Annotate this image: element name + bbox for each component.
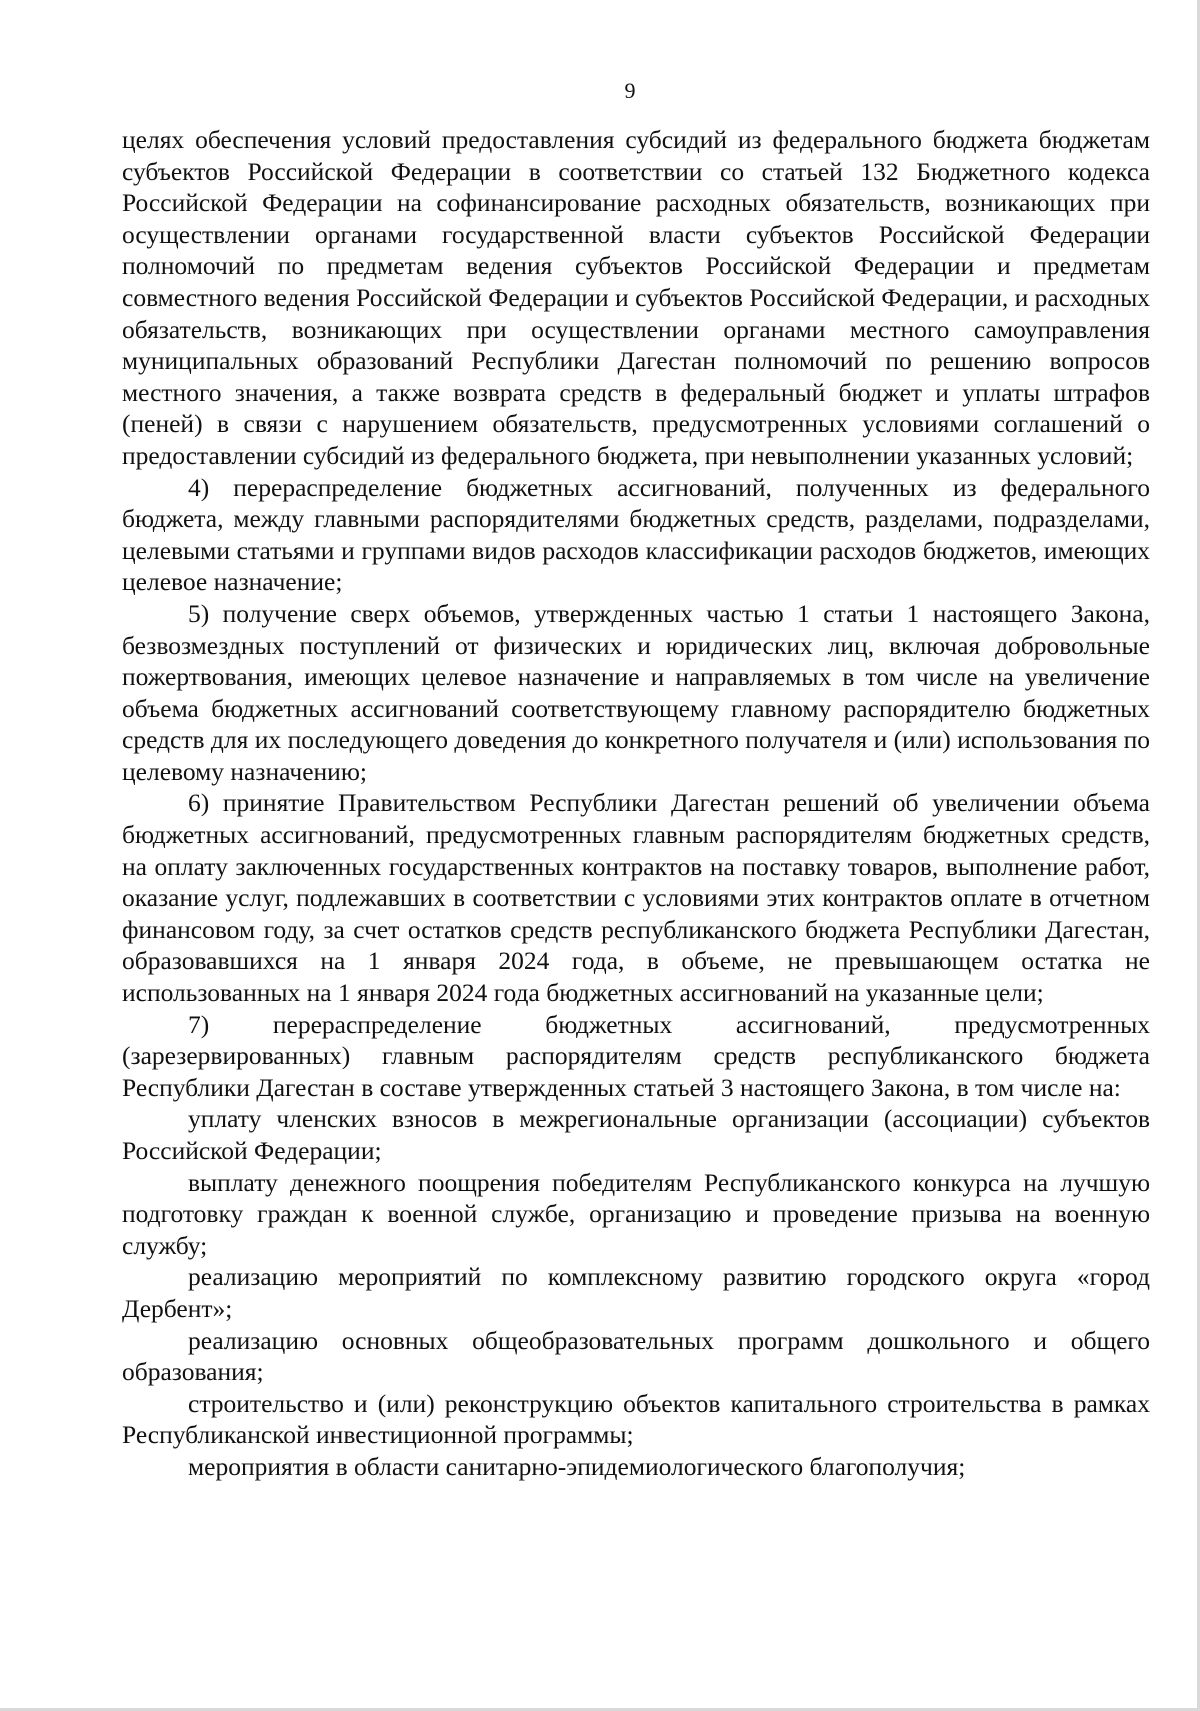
paragraph-item-6: 6) принятие Правительством Республики Дагестан решений об увеличении объема бюджетных ассигнований, предусмотренных главным распорядителям бюджетных средств, на оплату заключенных государственных контрактов на поставку товаров, выполнение работ, оказание услуг, подлежавших в соответствии с условиями этих контрактов оплате в отчетном финансовом году, за счет остатков средств республиканского бюджета Республики Дагестан, образовавшихся на 1 января 2024 года, в объеме, не превышающем остатка не использованных на 1 января 2024 года бюджетных ассигнований на указанные цели; xyxy=(122,788,1150,1008)
paragraph-subitem-capital-construction: строительство и (или) реконструкцию объектов капитального строительства в рамках Республиканской инвестиционной программы; xyxy=(122,1388,1150,1450)
paragraph-subitem-sanitary-welfare: мероприятия в области санитарно-эпидемиологического благополучия; xyxy=(188,1451,966,1481)
paragraph-continuation: целях обеспечения условий предоставления субсидий из федерального бюджета бюджетам субъектов Российской Федерации в соответствии со статьей 132 Бюджетного кодекса Российской Федерации на софинансирование расходных обязательств, возникающих при осуществлении органами государственной власти субъектов Российской Федерации полномочий по предметам ведения субъектов Российской Федерации и предметам совместного ведения Российской Федерации и субъектов Российской Федерации, и расходных обязательств, возникающих при осуществлении органами местного самоуправления муниципальных образований Республики Дагестан полномочий по решению вопросов местного значения, а также возврата средств в федеральный бюджет и уплаты штрафов (пеней) в связи с нарушением обязательств, предусмотренных условиями соглашений о предоставлении субсидий из федерального бюджета, при невыполнении указанных условий; xyxy=(122,125,1150,470)
paragraph-subitem-cash-reward: выплату денежного поощрения победителям Республиканского конкурса на лучшую подготовку граждан к военной службе, организацию и проведение призыва на военную службу; xyxy=(122,1167,1150,1260)
page-number: 9 xyxy=(624,78,636,103)
paragraph-subitem-derbent-development: реализацию мероприятий по комплексному развитию городского округа «город Дербент»; xyxy=(122,1262,1150,1323)
paragraph-item-5: 5) получение сверх объемов, утвержденных частью 1 статьи 1 настоящего Закона, безвозмездных поступлений от физических и юридических лиц, включая добровольные пожертвования, имеющих целевое назначение и направляемых в том числе на увеличение объема бюджетных ассигнований соответствующему главному распорядителю бюджетных средств для их последующего доведения до конкретного получателя и (или) использования по целевому назначению; xyxy=(122,598,1150,786)
paragraph-item-4: 4) перераспределение бюджетных ассигнований, полученных из федерального бюджета, между главными распорядителями бюджетных средств, разделами, подразделами, целевыми статьями и группами видов расходов классификации расходов бюджетов, имеющих целевое назначение; xyxy=(122,472,1150,597)
document-body xyxy=(122,124,1150,1483)
paragraph-item-7: 7) перераспределение бюджетных ассигнований, предусмотренных (зарезервированных) главным распорядителям средств республиканского бюджета Республики Дагестан в составе утвержденных статьей 3 настоящего Закона, в том числе на: xyxy=(122,1009,1150,1102)
paragraph-subitem-education-programs: реализацию основных общеобразовательных программ дошкольного и общего образования; xyxy=(122,1325,1150,1387)
paragraph-subitem-membership-fees: уплату членских взносов в межрегиональные организации (ассоциации) субъектов Российской Федерации; xyxy=(122,1104,1150,1165)
